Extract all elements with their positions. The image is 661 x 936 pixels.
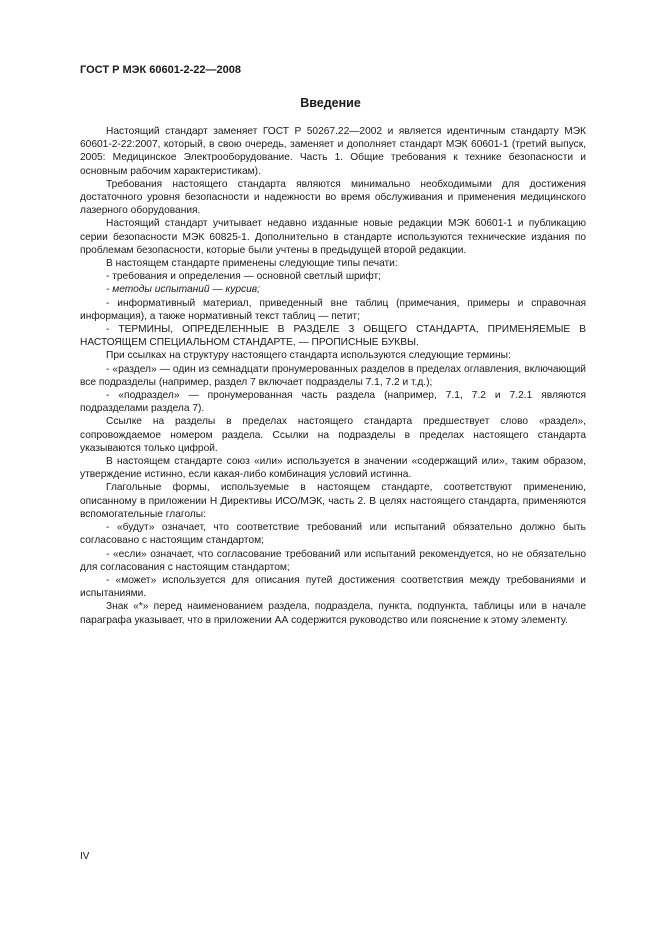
section-body [80, 125, 586, 627]
paragraph: Требования настоящего стандарта являются минимально необходимыми для достижения достаточного уровня безопасности и надежности во время обслуживания и применения медицинского лазерного оборудования. [80, 178, 586, 217]
paragraph: В настоящем стандарте союз «или» используется в значении «содержащий или», таким образом, утверждение истинно, если какая-либо комбинация условий истинна. [80, 456, 586, 481]
list-item: - информативный материал, приведенный вне таблиц (примечания, примеры и справочная информация), а также нормативный текст таблиц — петит; [80, 297, 586, 322]
list-item: - «подраздел» — пронумерованная часть раздела (например, 7.1, 7.2 и 7.2.1 являются подразделами раздела 7). [80, 390, 586, 415]
section-title: Введение [300, 96, 361, 110]
paragraph: Настоящий стандарт заменяет ГОСТ Р 50267.22—2002 и является идентичным стандарту МЭК 60601-2-22:2007, который, в свою очередь, заменяет и дополняет стандарт МЭК 60601-1 (третий выпуск, 2005: Медицинское Электрооборудование. Часть 1. Общие требования к технике безопасности и основным рабочим характеристикам). [80, 126, 586, 177]
paragraph: Знак «*» перед наименованием раздела, подраздела, пункта, подпункта, таблицы или в начале параграфа указывает, что в приложении АА содержится руководство или пояснение к этому элементу. [80, 601, 586, 626]
list-item: - «будут» означает, что соответствие требований или испытаний обязательно должно быть согласовано с настоящим стандартом; [80, 522, 586, 547]
list-item: - требования и определения — основной светлый шрифт; [106, 271, 382, 283]
list-item: - «если» означает, что согласование требований или испытаний рекомендуется, но не обязательно для согласования с настоящим стандартом; [80, 548, 586, 573]
list-item: - «раздел» — один из семнадцати пронумерованных разделов в пределах оглавления, включающий все подразделы (например, раздел 7 включает подразделы 7.1, 7.2 и т.д.); [80, 363, 586, 388]
document-header: ГОСТ Р МЭК 60601-2-22—2008 [80, 64, 241, 76]
list-item: - «может» используется для описания путей достижения соответствия между требованиями и испытаниями. [80, 574, 586, 600]
paragraph: В настоящем стандарте применены следующие типы печати: [106, 258, 398, 270]
list-item [80, 283, 586, 296]
paragraph: Ссылке на разделы в пределах настоящего стандарта предшествует слово «раздел», сопровождаемое номером раздела. Ссылки на подразделы в пределах настоящего стандарта указываются только цифрой. [80, 416, 586, 454]
list-item: - ТЕРМИНЫ, ОПРЕДЕЛЕННЫЕ В РАЗДЕЛЕ 3 ОБЩЕГО СТАНДАРТА, ПРИМЕНЯЕМЫЕ В НАСТОЯЩЕМ СПЕЦИАЛЬНОМ СТАНДАРТЕ, — ПРОПИСНЫЕ БУКВЫ. [80, 324, 586, 349]
paragraph: Глагольные формы, используемые в настоящем стандарте, соответствуют применению, описанному в приложении Н Директивы ИСО/МЭК, часть 2. В целях настоящего стандарта, применяются вспомогательные глаголы: [80, 482, 586, 520]
list-item-text: - методы испытаний — курсив; [106, 284, 260, 296]
paragraph: При ссылках на структуру настоящего стандарта используются следующие термины: [106, 350, 511, 362]
paragraph: Настоящий стандарт учитывает недавно изданные новые редакции МЭК 60601-1 и публикацию серии безопасности МЭК 60825-1. Дополнительно в стандарте используются технические издания по проблемам безопасности, которые были учтены в предыдущей второй редакции. [80, 218, 586, 256]
page-number: IV [80, 851, 90, 862]
